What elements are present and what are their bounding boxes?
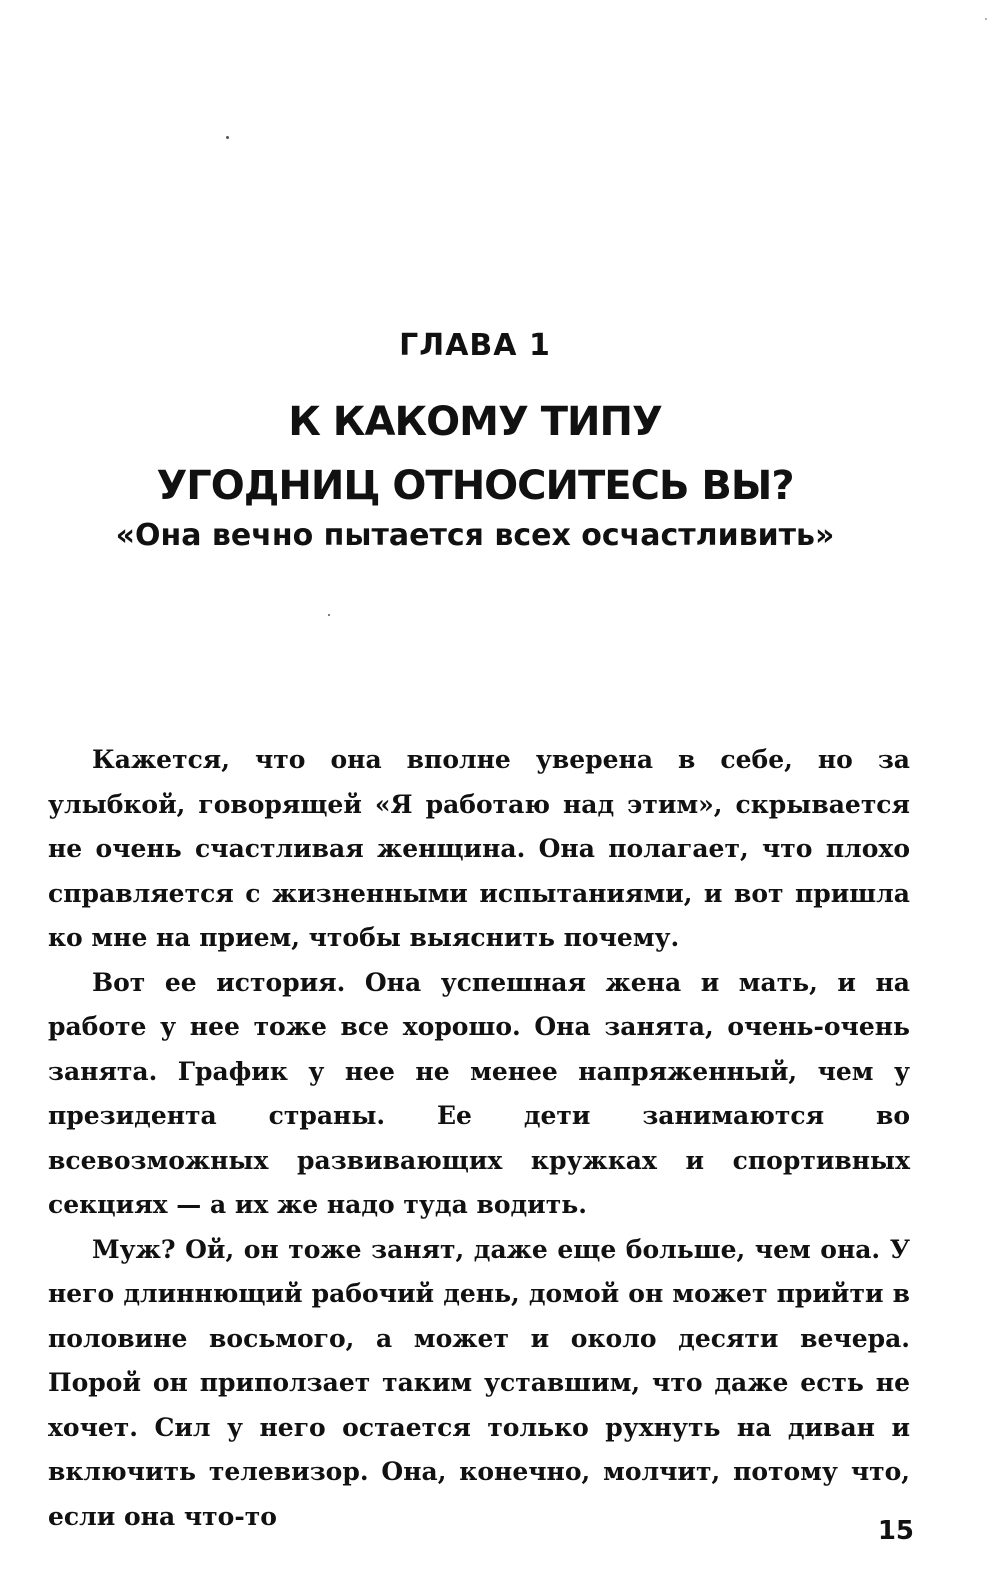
chapter-title-line-2: УГОДНИЦ ОТНОСИТЕСЬ ВЫ?	[156, 463, 794, 509]
page-number: 15	[877, 1516, 914, 1546]
chapter-label: ГЛАВА 1	[399, 328, 551, 363]
paragraph-1: Кажется, что она вполне уверена в себе, но за улыбкой, говорящей «Я работаю над этим», скрывается не очень счастливая женщина. Она полагает, что плохо справляется с жизненными испытаниями, и вот пришла ко мне на прием, чтобы выяснить почему.	[48, 745, 910, 952]
print-speck	[226, 136, 229, 139]
body-text	[48, 738, 910, 1539]
chapter-title-line-1: К КАКОМУ ТИПУ	[288, 399, 662, 445]
chapter-title	[0, 390, 950, 518]
paragraph-3: Муж? Ой, он тоже занят, даже еще больше, чем она. У него длиннющий рабочий день, домой он может прийти в половине восьмого, а может и около десяти вечера. Порой он приползает таким уставшим, что даже есть не хочет. Сил у него остается только рухнуть на диван и включить телевизор. Она, конечно, молчит, потому что, если она что-то	[48, 1234, 910, 1531]
print-speck	[328, 614, 330, 616]
paragraph-2: Вот ее история. Она успешная жена и мать, и на работе у нее тоже все хорошо. Она занята, очень-очень занята. График у нее не менее напряженный, чем у президента страны. Ее дети занимаются во всевозможных развивающих кружках и спортивных секциях — а их же надо туда водить.	[48, 967, 910, 1219]
print-speck	[985, 18, 987, 20]
chapter-subtitle: «Она вечно пытается всех осчастливить»	[115, 518, 835, 553]
